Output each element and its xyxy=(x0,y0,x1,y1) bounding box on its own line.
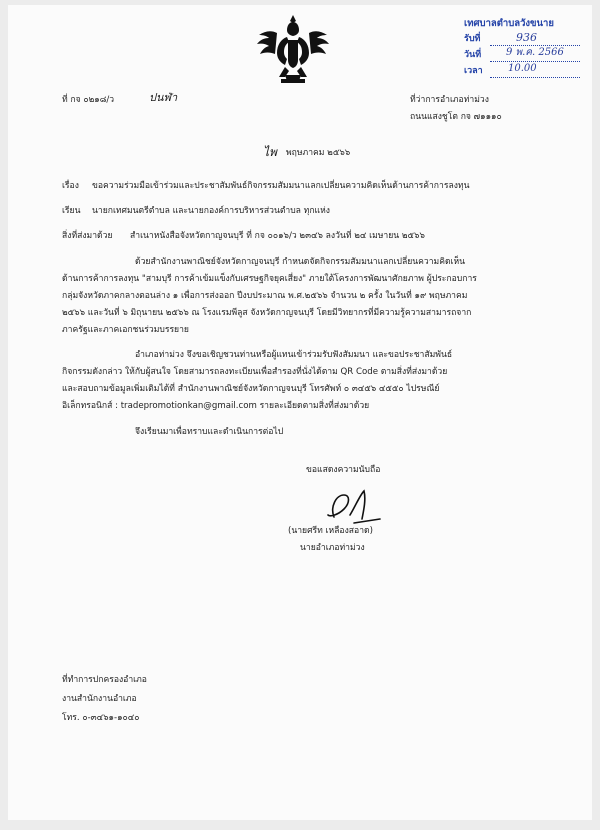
para1-line5: ภาครัฐและภาคเอกชนร่วมบรรยาย xyxy=(62,325,189,335)
handwritten-signature-icon xyxy=(320,485,400,525)
regards: ขอแสดงความนับถือ xyxy=(306,465,381,475)
footer-dept: ที่ทำการปกครองอำเภอ xyxy=(62,675,147,685)
office-address-line1: ที่ว่าการอำเภอท่าม่วง xyxy=(410,95,489,105)
para2-line2: กิจกรรมดังกล่าว ให้กับผู้สนใจ โดยสามารถลงทะเบียนเพื่อสำรองที่นั่งได้ตาม QR Code ตามสิ่งที่ส่งมาด้วย xyxy=(62,367,448,377)
stamp-time-underline xyxy=(490,76,580,78)
recipient-label: เรียน xyxy=(62,206,81,216)
stamp-date-underline xyxy=(490,60,580,62)
garuda-emblem-icon xyxy=(255,13,331,87)
stamp-time-label: เวลา xyxy=(464,66,483,76)
reference-handwritten: ปนฬ่า xyxy=(149,91,178,104)
office-address-line2: ถนนแสงชูโต กจ ๗๑๑๑๐ xyxy=(410,112,502,122)
footer-section: งานสำนักงานอำเภอ xyxy=(62,694,137,704)
para1-line4: ๒๕๖๖ และวันที่ ๖ มิถุนายน ๒๕๖๖ ณ โรงแรมพีลูส จังหวัดกาญจนบุรี โดยมีวิทยากรที่มีความรู้ความสามารถจาก xyxy=(62,308,472,318)
closing-request: จึงเรียนมาเพื่อทราบและดำเนินการต่อไป xyxy=(135,427,284,437)
subject-label: เรื่อง xyxy=(62,181,79,191)
stamp-receive-no: 936 xyxy=(516,31,537,44)
reference-number: ที่ กจ ๐๒๑๘/ว xyxy=(62,95,115,105)
date-day-handwritten: ไพ xyxy=(263,145,277,159)
attachment-label: สิ่งที่ส่งมาด้วย xyxy=(62,231,113,241)
signer-position: นายอำเภอท่าม่วง xyxy=(300,543,365,553)
stamp-org: เทศบาลตำบลวังขนาย xyxy=(464,18,554,29)
stamp-time: 10.00 xyxy=(508,63,537,74)
stamp-receive-underline xyxy=(490,44,580,46)
para1-line3: กลุ่มจังหวัดภาคกลางตอนล่าง ๑ เพื่อการส่งออก ปีงบประมาณ พ.ศ.๒๕๖๖ จำนวน ๒ ครั้ง ในวันที่ ๑๙ พฤษภาคม xyxy=(62,291,468,301)
footer-phone: โทร. ๐-๓๔๖๑-๑๐๔๐ xyxy=(62,713,140,723)
para1-line1: ด้วยสำนักงานพาณิชย์จังหวัดกาญจนบุรี กำหนดจัดกิจกรรมสัมมนาแลกเปลี่ยนความคิดเห็น xyxy=(135,257,466,267)
subject-text: ขอความร่วมมือเข้าร่วมและประชาสัมพันธ์กิจกรรมสัมมนาแลกเปลี่ยนความคิดเห็นด้านการค้าการลงทุน xyxy=(92,181,470,191)
recipient-text: นายกเทศมนตรีตำบล และนายกองค์การบริหารส่วนตำบล ทุกแห่ง xyxy=(92,206,330,216)
attachment-text: สำเนาหนังสือจังหวัดกาญจนบุรี ที่ กจ ๐๐๑๖/ว ๒๓๔๖ ลงวันที่ ๒๔ เมษายน ๒๕๖๖ xyxy=(130,231,425,241)
para2-line3: และสอบถามข้อมูลเพิ่มเติมได้ที่ สำนักงานพาณิชย์จังหวัดกาญจนบุรี โทรศัพท์ ๐ ๓๔๕๖ ๔๕๕๐ ไปรษณีย์ xyxy=(62,384,440,394)
para1-line2: ด้านการค้าการลงทุน "สามบุรี การค้าเข้มแข็งกับเศรษฐกิจยุคเสี่ยง" ภายใต้โครงการพัฒนาศักยภาพ ผู้ประกอบการ xyxy=(62,274,477,284)
document-page xyxy=(8,5,592,820)
stamp-receive-label: รับที่ xyxy=(464,34,481,44)
document-date: พฤษภาคม ๒๕๖๖ xyxy=(286,148,351,158)
stamp-date-label: วันที่ xyxy=(464,50,482,60)
para2-line1: อำเภอท่าม่วง จึงขอเชิญชวนท่านหรือผู้แทนเข้าร่วมรับฟังสัมมนา และขอประชาสัมพันธ์ xyxy=(135,350,453,360)
stamp-date: 9 พ.ค. 2566 xyxy=(506,47,564,58)
para2-line4: อิเล็กทรอนิกส์ : tradepromotionkan@gmail.com รายละเอียดตามสิ่งที่ส่งมาด้วย xyxy=(62,401,370,411)
signer-name: (นายศรีท เหลืองสอาด) xyxy=(288,526,373,536)
receipt-stamp xyxy=(456,13,590,103)
